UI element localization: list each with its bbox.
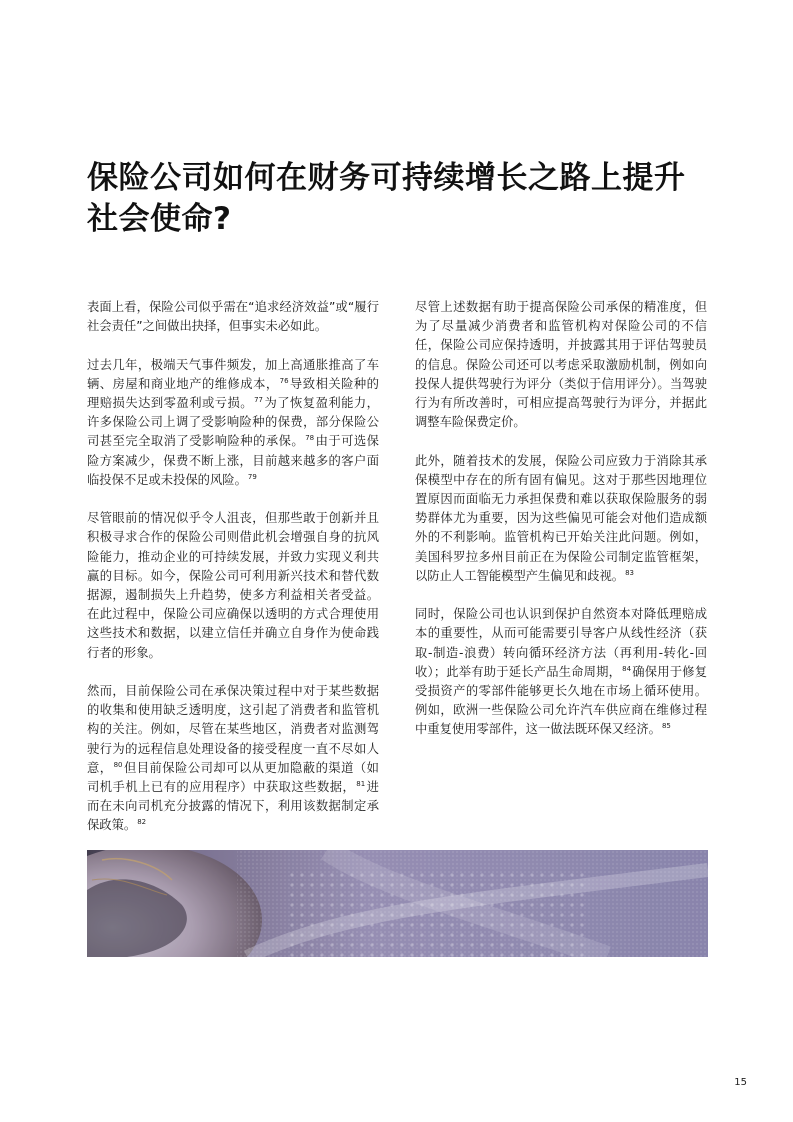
title-line-1: 保险公司如何在财务可持续增长之路上提升 [87, 160, 686, 196]
right-paragraph-2: 此外，随着技术的发展，保险公司应致力于消除其承保模型中存在的所有固有偏见。这对于那些因地理位置原因而面临无力承担保费和难以获取保险服务的弱势群体尤为重要，因为这些偏见可能会对他们造成额外的不利影响。监管机构已开始关注此问题。例如，美国科罗拉多州目前正在为保险公司制定监管框架，以防止人工智能模型产生偏见和歧视。$^{83}$ [415, 453, 707, 583]
footnote-ref: 77 [254, 395, 263, 404]
footnote-ref: 82 [137, 818, 147, 827]
footnote-ref: 80 [113, 760, 123, 769]
right-paragraph-3: 同时，保险公司也认识到保护自然资本对降低理赔成本的重要性，从而可能需要引导客户从线性经济（获取-制造-浪费）转向循环经济方法（再利用-转化-回收）；此举有助于延长产品生命周期，$^{84}$确保用于修复受损资产的零部件能够更长久地在市场上循环使用。例如，欧洲一些保险公司允许汽车供应商在维修过程中重复使用零部件，这一做法既环保又经济。$^{85}$ [415, 607, 707, 737]
left-column [87, 298, 379, 855]
footnote-ref: 84 [622, 664, 632, 673]
page-number: 15 [734, 1077, 747, 1088]
footnote-ref: 79 [247, 472, 257, 481]
left-paragraph-1: 表面上看，保险公司似乎需在“追求经济效益”或“履行社会责任”之间做出抉择，但事实未必如此。 [87, 300, 379, 334]
footnote-ref: 83 [625, 568, 634, 577]
left-paragraph-3: 尽管眼前的情况似乎令人沮丧，但那些敢于创新并且积极寻求合作的保险公司则借此机会增强自身的抗风险能力，推动企业的可持续发展，并致力实现义利共赢的目标。如今，保险公司可利用新兴技术和替代数据源，遏制损失上升趋势，使多方利益相关者受益。在此过程中，保险公司应确保以透明的方式合理使用这些技术和数据，以建立信任并确立自身作为使命践行者的形象。 [87, 511, 379, 660]
page-title [87, 158, 717, 240]
footnote-ref: 76 [279, 376, 289, 385]
left-paragraph-4: 然而，目前保险公司在承保决策过程中对于某些数据的收集和使用缺乏透明度，这引起了消费者和监管机构的关注。例如，尽管在某些地区，消费者对监测驾驶行为的远程信息处理设备的接受程度一直不尽如人意，$^{80}$但目前保险公司却可以从更加隐蔽的渠道（如司机手机上已有的应用程序）中获取这些数据，$^{81}$进而在未向司机充分披露的情况下，利用该数据制定承保政策。$^{82}$ [87, 684, 379, 833]
left-paragraph-2: 过去几年，极端天气事件频发，加上高通胀推高了车辆、房屋和商业地产的维修成本，$^{76}$导致相关险种的理赔损失达到零盈利或亏损。$^{77}$为了恢复盈利能力，许多保险公司上调了受影响险种的保费，部分保险公司甚至完全取消了受影响险种的承保。$^{78}$由于可选保险方案减少，保费不断上涨，目前越来越多的客户面临投保不足或未投保的风险。$^{79}$ [87, 357, 379, 487]
title-line-2: 社会使命? [87, 201, 232, 237]
abstract-globe-dot-pattern-icon [87, 850, 708, 957]
footnote-ref: 78 [305, 434, 315, 443]
footnote-ref: 81 [356, 779, 366, 788]
footnote-ref: 85 [661, 722, 671, 731]
right-column [415, 298, 707, 759]
decorative-banner-image [87, 850, 708, 957]
right-paragraph-1: 尽管上述数据有助于提高保险公司承保的精准度，但为了尽量减少消费者和监管机构对保险公司的不信任，保险公司应保持透明，并披露其用于评估驾驶员的信息。保险公司还可以考虑采取激励机制，例如向投保人提供驾驶行为评分（类似于信用评分）。当驾驶行为有所改善时，可相应提高驾驶行为评分，并据此调整车险保费定价。 [415, 300, 707, 430]
